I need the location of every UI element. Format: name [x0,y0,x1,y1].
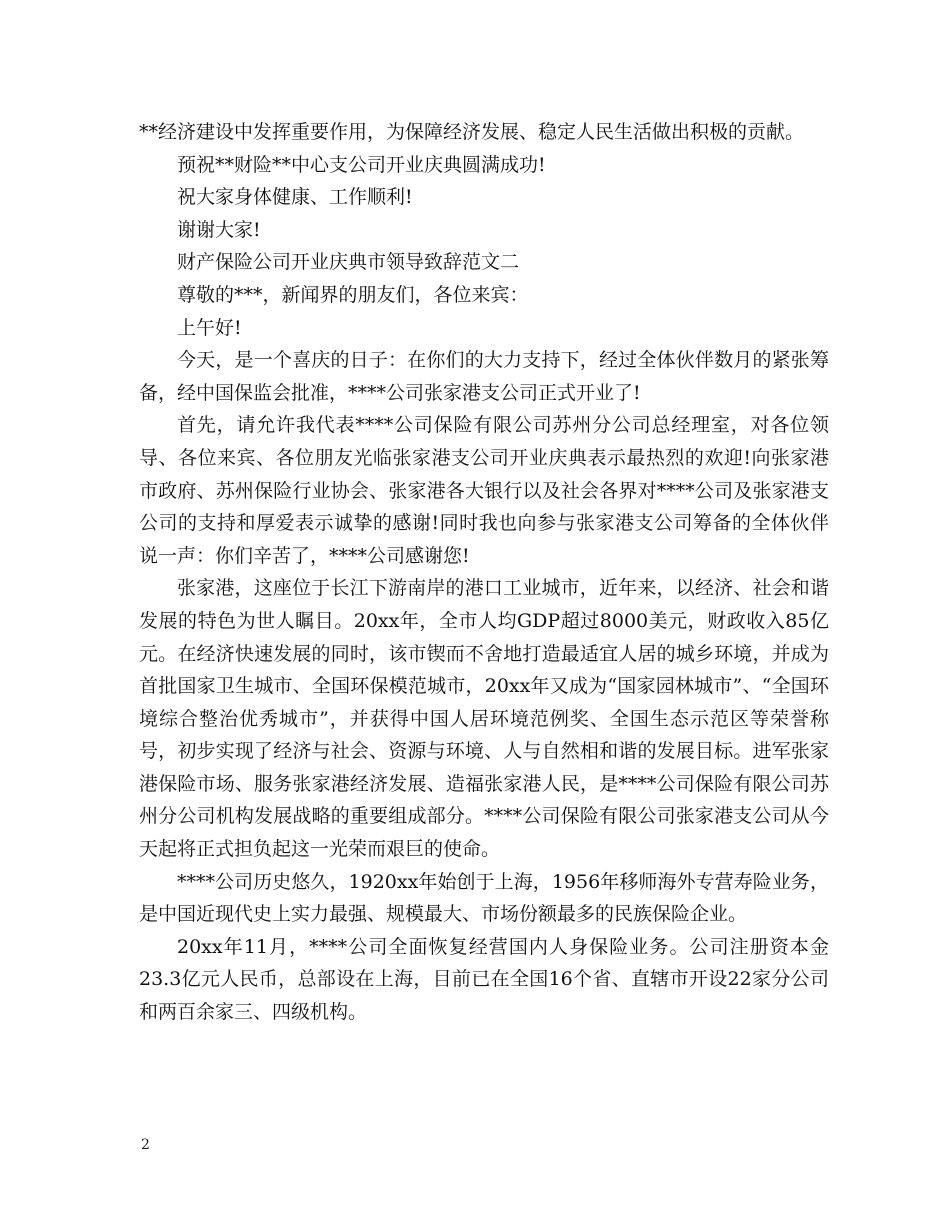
paragraph: 20xx年11月，****公司全面恢复经营国内人身保险业务。公司注册资本金23.3亿元人民币，总部设在上海，目前已在全国16个省、直辖市开设22家分公司和两百余家三、四级机构。 [139,935,829,1024]
paragraph: 张家港，这座位于长江下游南岸的港口工业城市，近年来，以经济、社会和谐发展的特色为世人瞩目。20xx年，全市人均GDP超过8000美元，财政收入85亿元。在经济快速发展的同时，该市锲而不舍地打造最适宜人居的城乡环境，并成为首批国家卫生城市、全国环保模范城市，20xx年又成为“国家园林城市”、“全国环境综合整治优秀城市”，并获得中国人居环境范例奖、全国生态示范区等荣誉称号，初步实现了经济与社会、资源与环境、人与自然相和谐的发展目标。进军张家港保险市场、服务张家港经济发展、造福张家港人民，是****公司保险有限公司苏州分公司机构发展战略的重要组成部分。****公司保险有限公司张家港支公司从今天起将正式担负起这一光荣而艰巨的使命。 [139,577,829,861]
paragraph: **经济建设中发挥重要作用，为保障经济发展、稳定人民生活做出积极的贡献。 [139,121,805,143]
page-number: 2 [141,1137,150,1153]
salutation: 尊敬的***，新闻界的朋友们，各位来宾： [177,283,529,306]
paragraph: 预祝**财险**中心支公司开业庆典圆满成功! [177,153,546,176]
greeting: 上午好! [177,316,242,339]
paragraph: ****公司历史悠久，1920xx年始创于上海，1956年移师海外专营寿险业务，是中国近现代史上实力最强、规模最大、市场份额最多的民族保险企业。 [139,870,829,926]
paragraph: 首先，请允许我代表****公司保险有限公司苏州分公司总经理室，对各位领导、各位来宾、各位朋友光临张家港支公司开业庆典表示最热烈的欢迎!向张家港市政府、苏州保险行业协会、张家港各大银行以及社会各界对****公司及张家港支公司的支持和厚爱表示诚挚的感谢!同时我也向参与张家港支公司筹备的全体伙伴说一声：你们辛苦了，****公司感谢您! [139,414,829,567]
section-heading: 财产保险公司开业庆典市领导致辞范文二 [177,251,520,274]
paragraph: 谢谢大家! [177,218,261,241]
paragraph: 今天，是一个喜庆的日子：在你们的大力支持下，经过全体伙伴数月的紧张筹备，经中国保监会批准，****公司张家港支公司正式开业了! [139,349,829,404]
document-body [139,116,829,1029]
paragraph: 祝大家身体健康、工作顺利! [177,186,413,209]
